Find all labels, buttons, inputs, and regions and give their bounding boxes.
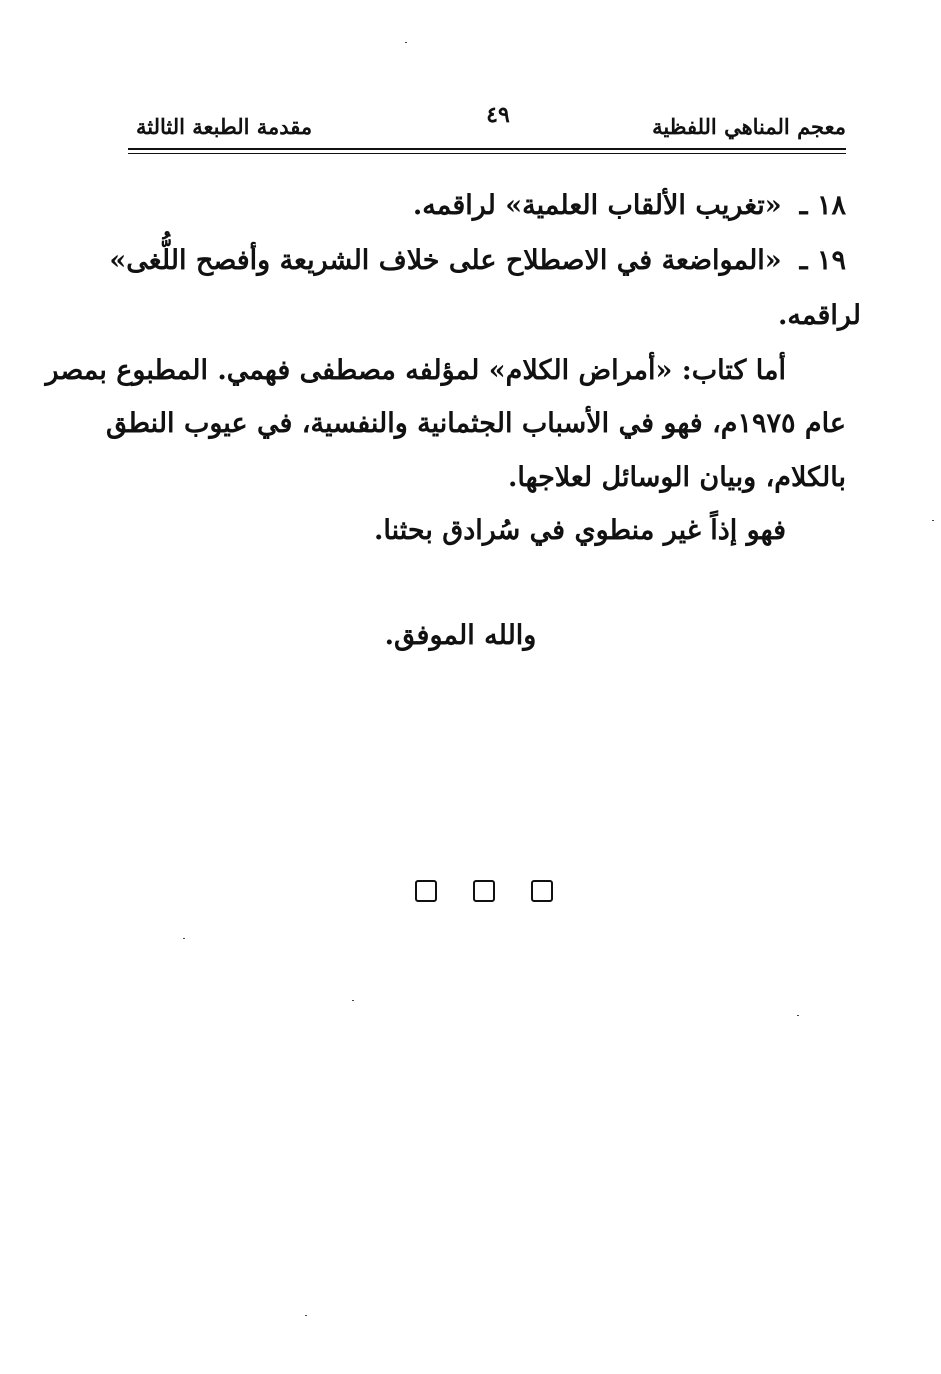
end-ornament xyxy=(413,880,563,904)
item-text: «تغريب الألقاب العلمية» لراقمه. xyxy=(412,190,782,221)
paragraph-line: بالكلام، وبيان الوسائل لعلاجها. xyxy=(508,462,846,493)
scan-speck xyxy=(797,1015,799,1016)
conclusion-line: فهو إذاً غير منطوي في سُرادق بحثنا. xyxy=(373,515,786,546)
page-number: ٤٩ xyxy=(486,102,510,128)
item-continuation: لراقمه. xyxy=(777,300,861,331)
scan-speck xyxy=(405,42,407,43)
square-icon xyxy=(415,880,437,902)
scan-speck xyxy=(352,1000,354,1001)
scan-speck xyxy=(932,520,934,521)
scan-speck xyxy=(183,938,185,939)
square-icon xyxy=(531,880,553,902)
paragraph-line: أما كتاب: «أمراض الكلام» لمؤلفه مصطفى فهمي. المطبوع بمصر xyxy=(45,355,786,386)
scan-speck xyxy=(305,1315,307,1316)
list-item xyxy=(109,245,846,277)
running-header xyxy=(128,100,846,140)
paragraph-line: عام ١٩٧٥م، فهو في الأسباب الجثمانية والنفسية، في عيوب النطق xyxy=(106,408,846,439)
item-number: ١٩ ـ xyxy=(799,245,846,276)
book-title: معجم المناهي اللفظية xyxy=(652,114,846,139)
header-rule-thick xyxy=(128,148,846,150)
list-item xyxy=(413,190,846,222)
square-icon xyxy=(473,880,495,902)
item-text: «المواضعة في الاصطلاح على خلاف الشريعة وأفصح اللُّغى» xyxy=(109,245,782,276)
header-rule-thin xyxy=(128,153,846,154)
closing-line xyxy=(0,620,941,651)
item-number: ١٨ ـ xyxy=(799,190,846,221)
closing-text: والله الموفق. xyxy=(384,620,537,651)
section-title: مقدمة الطبعة الثالثة xyxy=(136,114,313,139)
